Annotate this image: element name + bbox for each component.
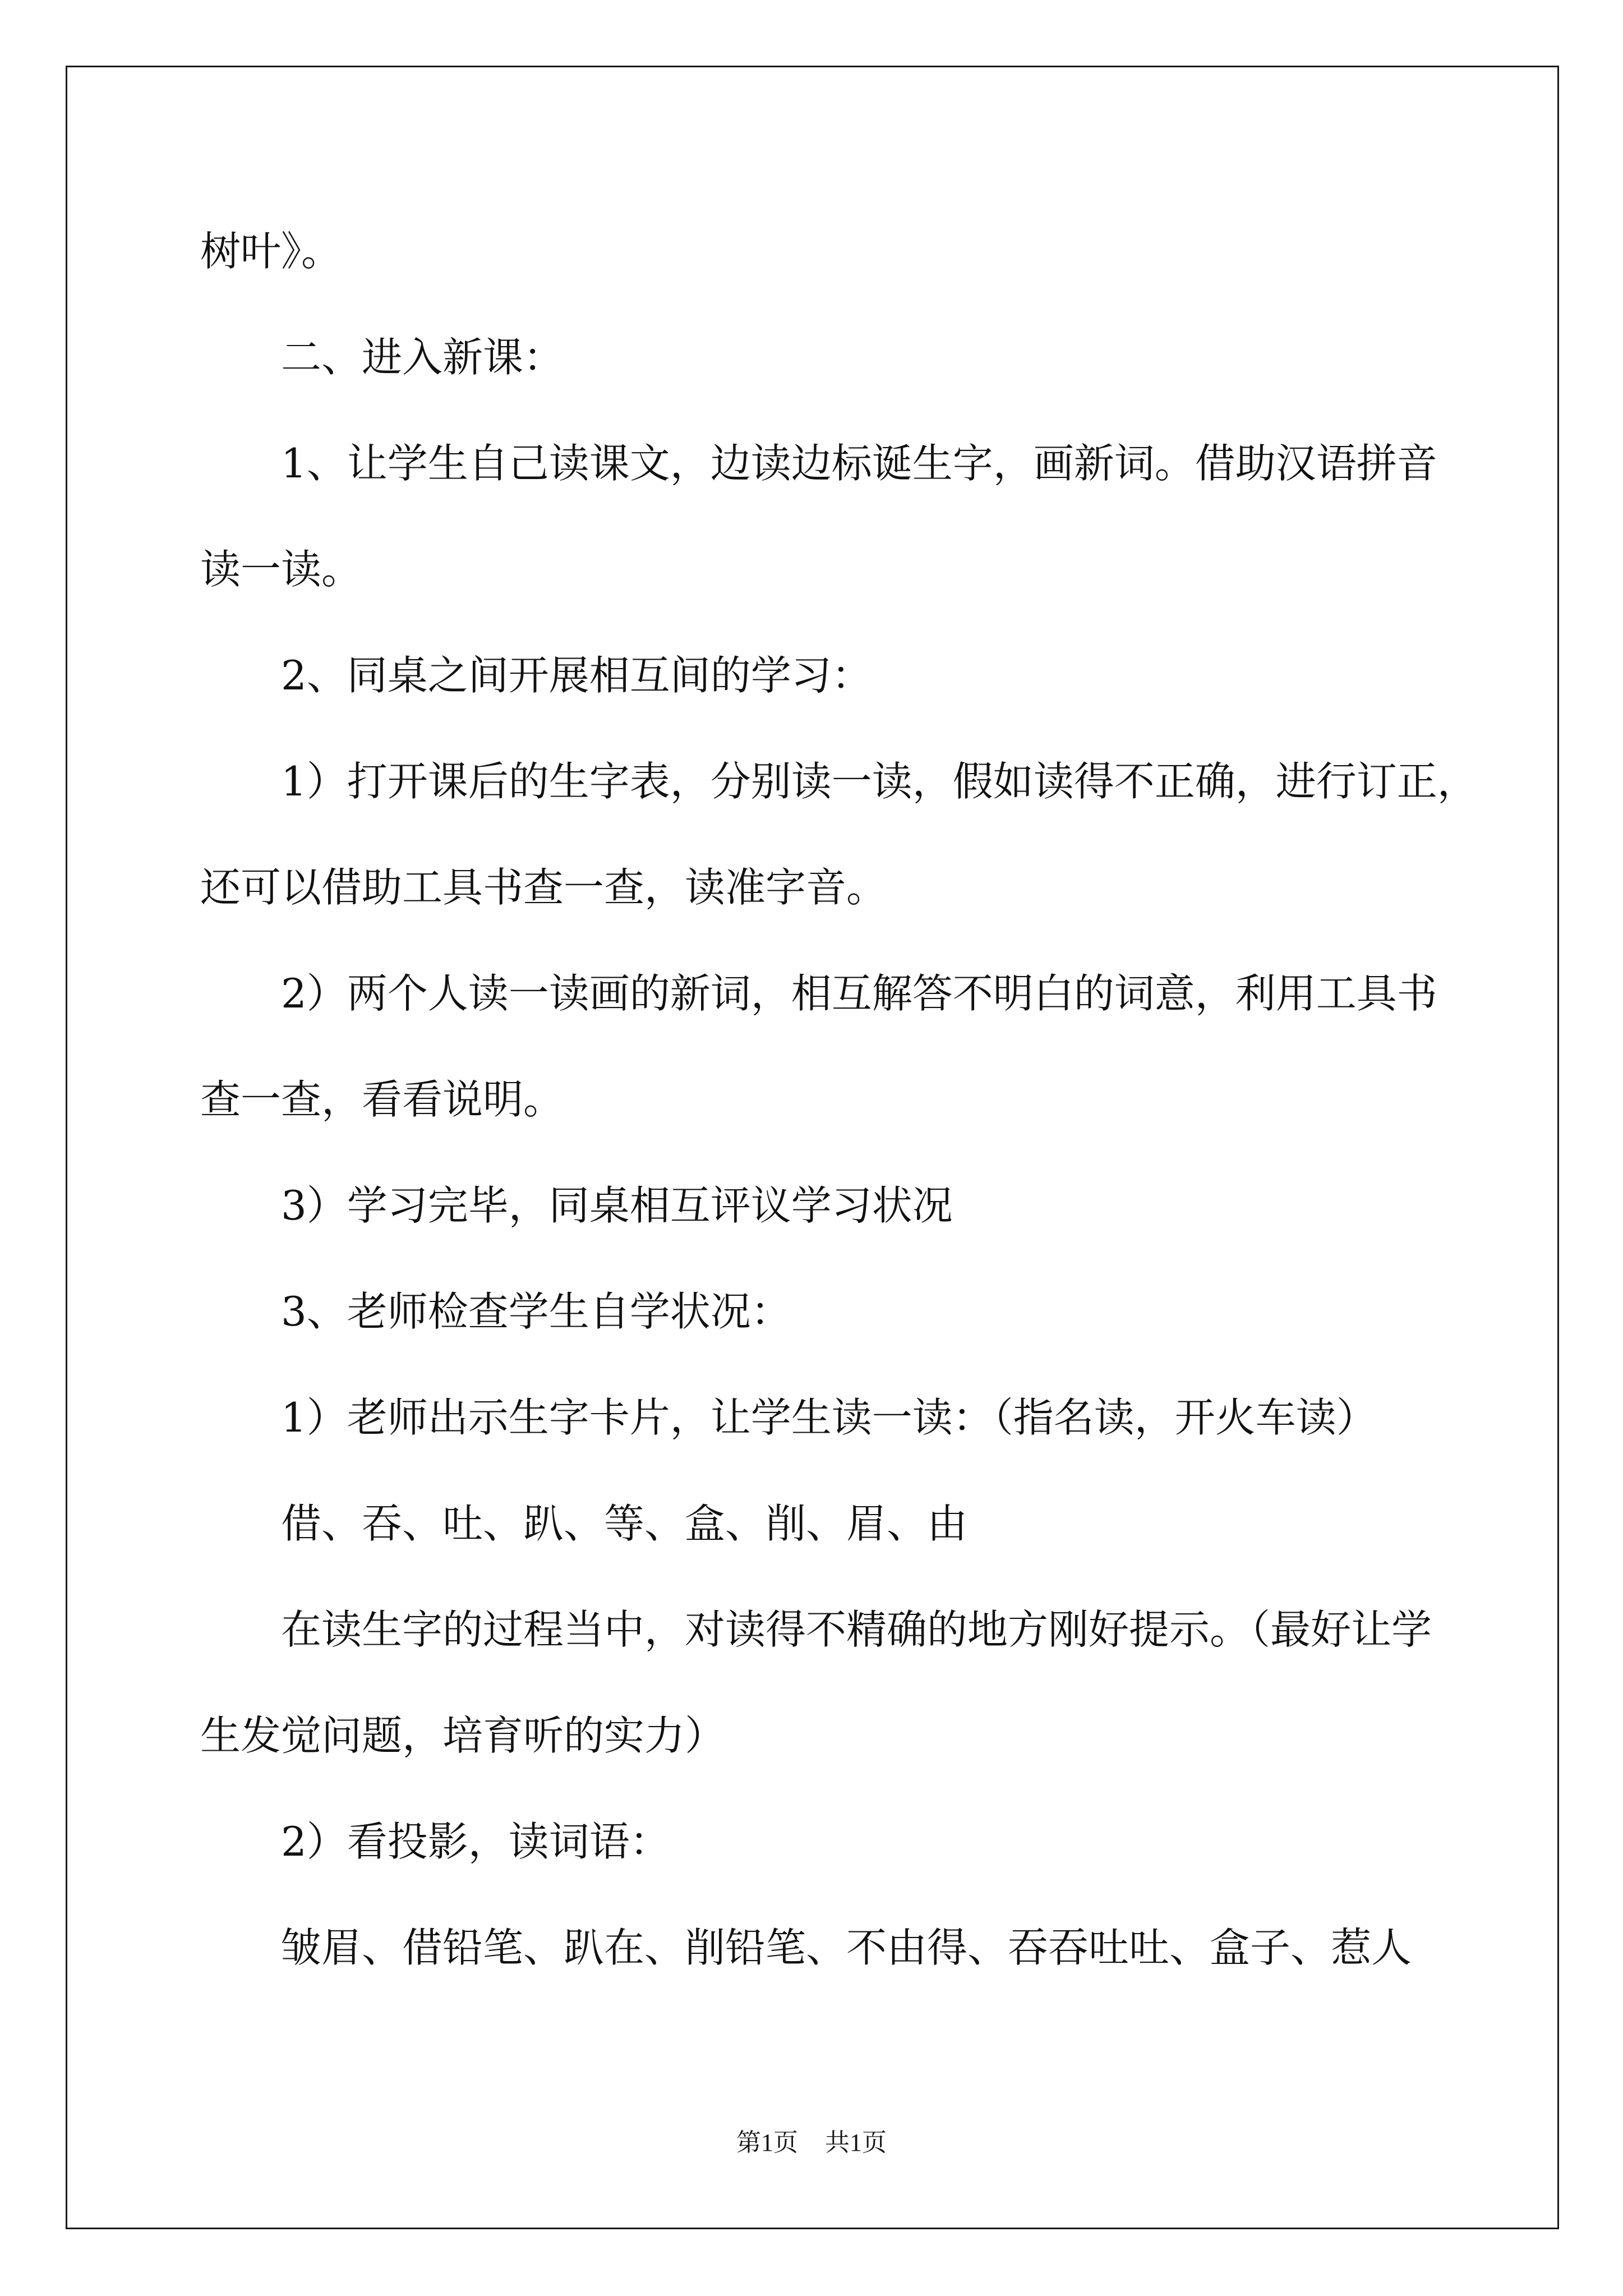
paragraph — [200, 623, 1535, 729]
paragraph — [200, 1577, 1535, 1789]
text-line: 3）学习完毕，同桌相互评议学习状况 — [281, 1182, 953, 1229]
page-total: 共1页 — [825, 2129, 887, 2156]
text-line: 还可以借助工具书查一查，读准字音。 — [200, 864, 887, 911]
text-line: 在读生字的过程当中，对读得不精确的地方刚好提示。（最好让学 — [281, 1606, 1432, 1653]
text-line: 3、老师检查学生自学状况： — [281, 1288, 791, 1335]
page-number: 第1页 — [736, 2129, 798, 2156]
paragraph — [200, 411, 1535, 623]
text-line: 生发觉问题，培育听的实力） — [200, 1712, 726, 1759]
paragraph — [200, 941, 1535, 1153]
text-line: 1、让学生自己读课文，边读边标诞生字，画新词。借助汉语拼音 — [281, 440, 1437, 487]
text-line: 2）看投影，读词语： — [281, 1818, 670, 1865]
paragraph — [200, 1789, 1535, 1895]
page-footer — [0, 2126, 1623, 2160]
section-heading: 二、进入新课： — [281, 334, 564, 381]
word-list: 皱眉、借铅笔、趴在、削铅笔、不由得、吞吞吐吐、盒子、惹人 — [281, 1924, 1412, 1971]
text-line: 读一读。 — [200, 546, 362, 593]
paragraph — [200, 1895, 1535, 2001]
paragraph — [200, 729, 1535, 941]
paragraph — [200, 1153, 1535, 1259]
text-line: 2）两个人读一读画的新词，相互解答不明白的词意，利用工具书 — [281, 970, 1437, 1017]
paragraph — [200, 1365, 1535, 1471]
paragraph — [200, 1471, 1535, 1577]
text-line: 1）老师出示生字卡片，让学生读一读：（指名读，开火车读） — [281, 1394, 1377, 1441]
text-line: 2、同桌之间开展相互间的学习： — [281, 652, 872, 699]
paragraph — [200, 1259, 1535, 1365]
document-body — [200, 199, 1535, 2001]
character-list: 借、吞、吐、趴、等、盒、削、眉、由 — [281, 1500, 968, 1547]
paragraph — [200, 199, 1535, 305]
paragraph — [200, 305, 1535, 411]
text-line: 树叶》。 — [200, 228, 342, 275]
text-line: 1）打开课后的生字表，分别读一读，假如读得不正确，进行订正， — [281, 758, 1478, 805]
text-line: 查一查，看看说明。 — [200, 1076, 564, 1123]
